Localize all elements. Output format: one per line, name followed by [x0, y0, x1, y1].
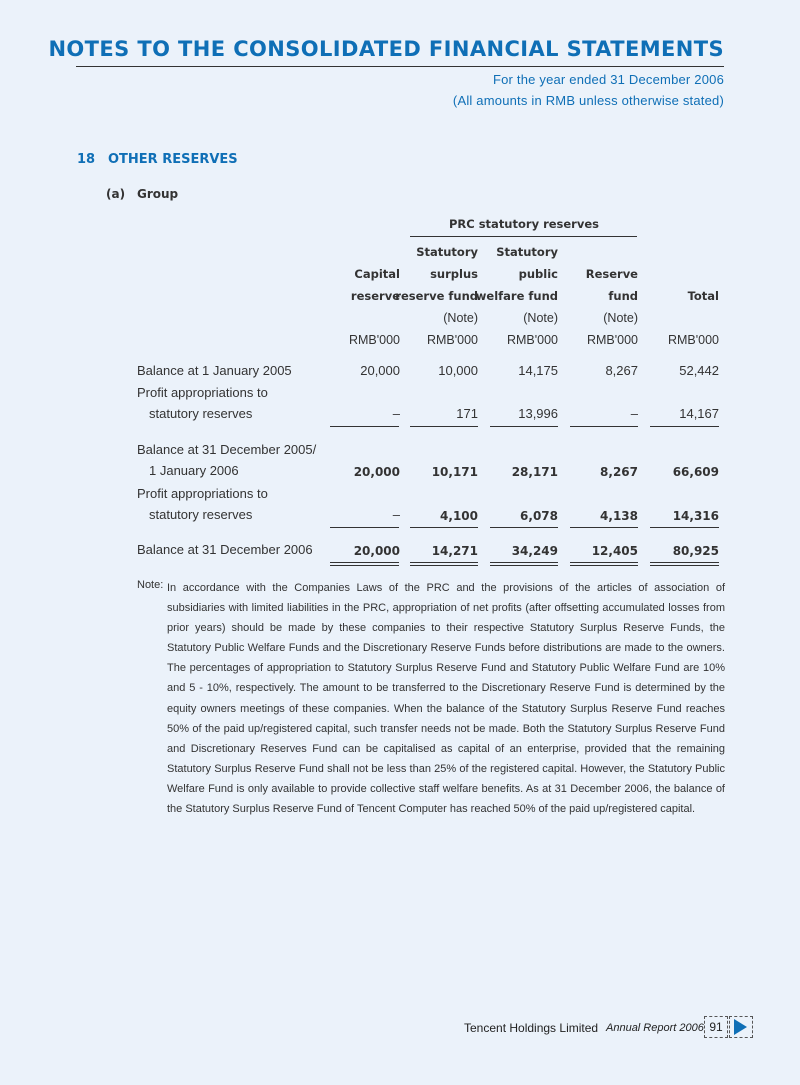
- col-welfare-line1: Statutory: [496, 245, 558, 259]
- page-number: 91: [704, 1016, 728, 1038]
- col-capital-line2: reserve: [350, 289, 400, 303]
- col-reserve-line1: Reserve: [585, 267, 638, 281]
- unit-reserve: RMB'000: [586, 333, 638, 347]
- total-double-rule: [650, 562, 719, 566]
- cell-value: 34,249: [511, 544, 558, 558]
- row-label: 1 January 2006: [149, 463, 239, 478]
- cell-value: 20,000: [353, 544, 400, 558]
- col-surplus-line2: surplus: [430, 267, 478, 281]
- col-welfare-line2: public: [518, 267, 558, 281]
- cell-value: 171: [456, 406, 478, 421]
- cell-value: 10,000: [438, 363, 478, 378]
- unit-surplus: RMB'000: [426, 333, 478, 347]
- cell-value: 4,100: [440, 509, 478, 523]
- subtotal-rule: [410, 527, 478, 528]
- cell-value: 14,175: [518, 363, 558, 378]
- row-label: Balance at 31 December 2005/: [137, 442, 317, 457]
- footer-company: Tencent Holdings Limited: [464, 1021, 599, 1035]
- unit-total: RMB'000: [667, 333, 719, 347]
- footer-report: Annual Report 2006: [606, 1022, 704, 1034]
- period-subtitle: For the year ended 31 December 2006: [492, 72, 724, 87]
- row-label: statutory reserves: [149, 406, 253, 421]
- cell-value: 52,442: [679, 363, 719, 378]
- subtotal-rule: [330, 527, 399, 528]
- group-header-rule: [410, 236, 637, 237]
- subtotal-rule: [330, 426, 399, 427]
- row-label: Profit appropriations to: [137, 385, 268, 400]
- note-text: In accordance with the Companies Laws of the PRC and the provisions of the articles of association of subsidiaries with limited liabilities in the PRC, appropriation of net profits (after offsetting accumulated losses from prior years) should be made by these companies to their respective Statutory Surplus Reserve Funds, the Statutory Public Welfare Funds and the Discretionary Reserve Funds before distributions are made to the owners. The percentages of appropriation to Statutory Surplus Reserve Fund and Statutory Public Welfare Fund are 10% and 5 - 10%, respectively. The amount to be transferred to the Discretionary Reserve Fund is determined by the equity owners meetings of these companies. When the balance of the Statutory Surplus Reserve Fund reaches 50% of the paid up/registered capital, such transfer needs not be made. Both the Statutory Surplus Reserve Fund and Discretionary Reserves Fund can be capitalised as capital of an enterprise, provided that the remaining Statutory Surplus Reserve Fund shall not be less than 25% of the registered capital. However, the Statutory Public Welfare Fund is only available to provide collective staff welfare benefits. As at 31 December 2006, the balance of the Statutory Surplus Reserve Fund of Tencent Computer has reached 50% of the paid up/registered capital.: [167, 582, 725, 816]
- cell-value: 14,271: [431, 544, 478, 558]
- cell-value: 14,316: [672, 509, 719, 523]
- col-surplus-line1: Statutory: [416, 245, 478, 259]
- subtotal-rule: [410, 426, 478, 427]
- subsection-title: Group: [137, 187, 179, 201]
- subtotal-rule: [570, 426, 638, 427]
- row-label: statutory reserves: [149, 507, 253, 522]
- page-title: NOTES TO THE CONSOLIDATED FINANCIAL STATEMENTS: [48, 37, 724, 61]
- col-capital-line1: Capital: [354, 267, 400, 281]
- cell-value: –: [392, 507, 400, 522]
- cell-value: 8,267: [600, 465, 638, 479]
- cell-value: 10,171: [431, 465, 478, 479]
- header-divider: [76, 66, 724, 67]
- play-arrow-icon[interactable]: [734, 1019, 747, 1035]
- subtotal-rule: [650, 527, 719, 528]
- cell-value: 20,000: [360, 363, 400, 378]
- cell-value: 12,405: [591, 544, 638, 558]
- section-title: OTHER RESERVES: [108, 152, 238, 167]
- subtotal-rule: [490, 527, 558, 528]
- cell-value: 4,138: [600, 509, 638, 523]
- section-number: 18: [77, 152, 96, 167]
- col-surplus-line3: reserve fund: [395, 289, 478, 303]
- row-label: Profit appropriations to: [137, 486, 268, 501]
- subtotal-rule: [650, 426, 719, 427]
- cell-value: 13,996: [518, 406, 558, 421]
- cell-value: 28,171: [511, 465, 558, 479]
- subtotal-rule: [570, 527, 638, 528]
- col-welfare-line3: welfare fund: [475, 289, 558, 303]
- currency-subtitle: (All amounts in RMB unless otherwise stated): [452, 93, 724, 108]
- note-label: Note:: [137, 579, 164, 591]
- row-label: Balance at 1 January 2005: [137, 363, 292, 378]
- total-double-rule: [490, 562, 558, 566]
- cell-value: –: [630, 406, 638, 421]
- col-surplus-note: (Note): [443, 311, 478, 325]
- total-double-rule: [570, 562, 638, 566]
- cell-value: 66,609: [672, 465, 719, 479]
- col-welfare-note: (Note): [523, 311, 558, 325]
- col-reserve-line2: fund: [608, 289, 638, 303]
- total-double-rule: [410, 562, 478, 566]
- col-reserve-note: (Note): [603, 311, 638, 325]
- group-header: PRC statutory reserves: [448, 217, 599, 231]
- subtotal-rule: [490, 426, 558, 427]
- cell-value: 6,078: [520, 509, 558, 523]
- total-double-rule: [330, 562, 399, 566]
- unit-capital: RMB'000: [348, 333, 400, 347]
- col-total: Total: [687, 289, 719, 303]
- cell-value: 20,000: [353, 465, 400, 479]
- cell-value: 80,925: [672, 544, 719, 558]
- unit-welfare: RMB'000: [506, 333, 558, 347]
- subsection-label: (a): [106, 187, 126, 201]
- row-label: Balance at 31 December 2006: [137, 542, 313, 557]
- cell-value: 8,267: [605, 363, 638, 378]
- cell-value: 14,167: [679, 406, 719, 421]
- cell-value: –: [392, 406, 400, 421]
